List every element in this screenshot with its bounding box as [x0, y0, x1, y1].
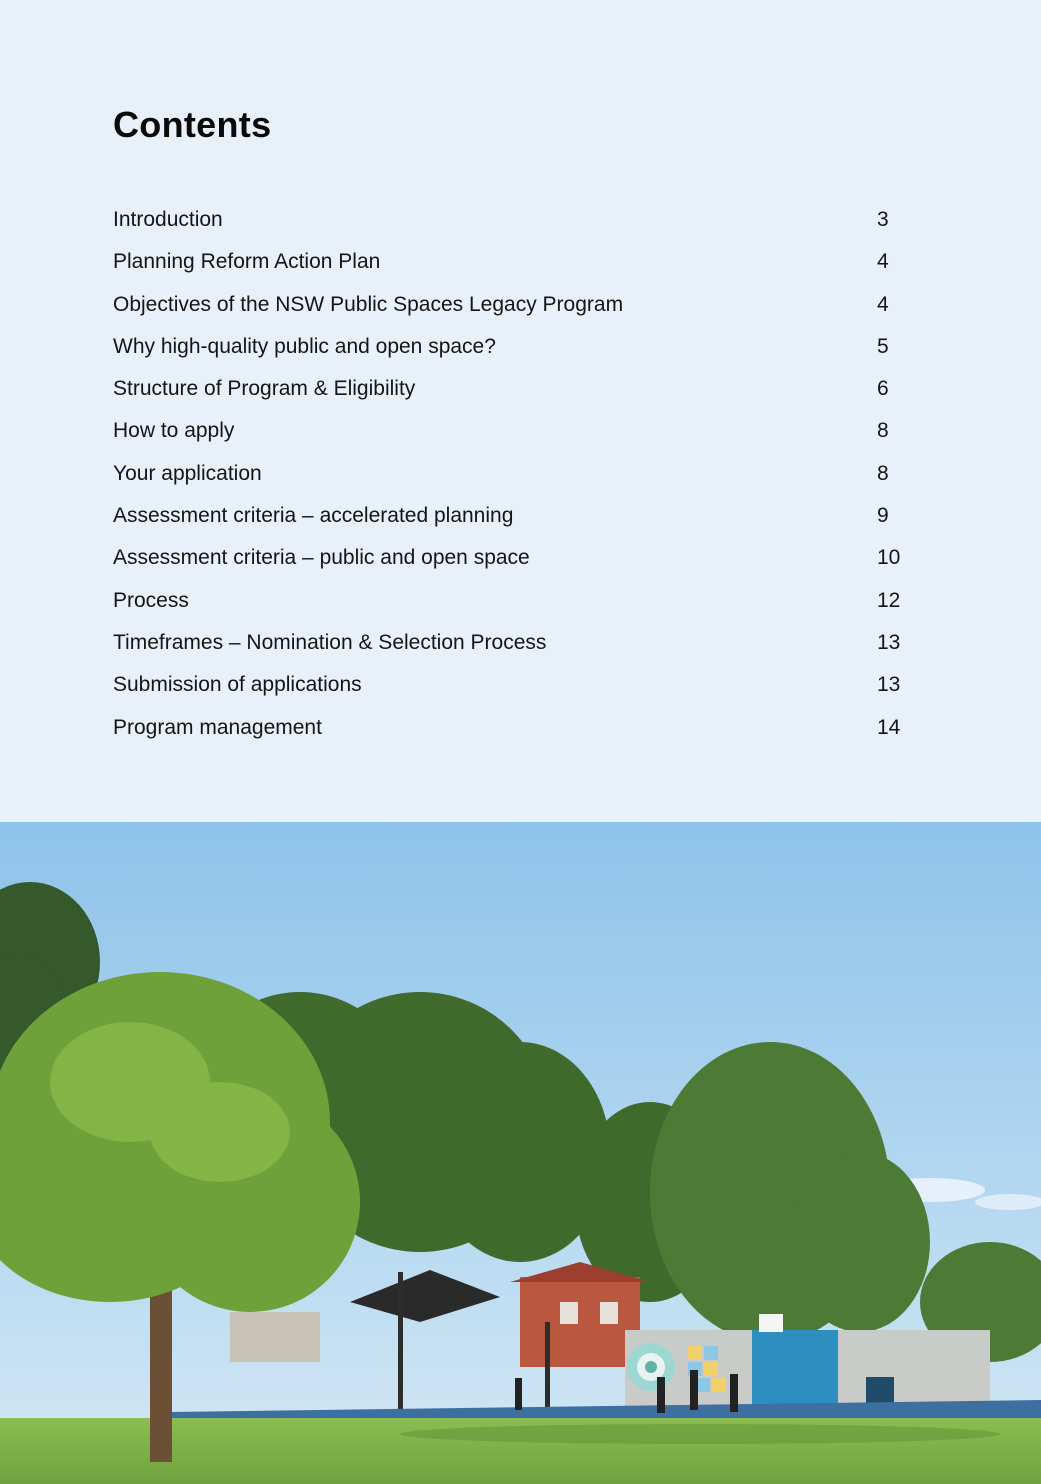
toc-entry-page-number: 6 [877, 377, 889, 401]
toc-entry-assessment-public-open-space[interactable] [113, 537, 903, 579]
toc-entry-label: Submission of applications [113, 673, 362, 697]
shed [230, 1312, 320, 1362]
toc-entry-label: How to apply [113, 419, 235, 443]
toc-entry-introduction[interactable] [113, 199, 903, 241]
contents-list [113, 199, 903, 749]
toc-entry-page-number: 4 [877, 250, 889, 274]
toc-entry-page-number: 12 [877, 588, 901, 612]
park-photo [0, 822, 1041, 1484]
brick-house [520, 1277, 640, 1367]
toc-entry-label: Assessment criteria – public and open space [113, 546, 530, 570]
toc-entry-label: Process [113, 588, 189, 612]
toc-entry-label: Objectives of the NSW Public Spaces Legacy Program [113, 292, 624, 316]
contents-title: Contents [113, 104, 272, 145]
court-wall-blue-panel [752, 1330, 838, 1410]
toc-entry-how-to-apply[interactable] [113, 410, 903, 452]
toc-entry-label: Structure of Program & Eligibility [113, 377, 416, 401]
toc-entry-label: Why high-quality public and open space? [113, 334, 496, 358]
toc-entry-label: Program management [113, 715, 322, 739]
toc-entry-page-number: 5 [877, 334, 889, 358]
toc-entry-label: Assessment criteria – accelerated planning [113, 504, 514, 528]
toc-entry-your-application[interactable] [113, 453, 903, 495]
toc-entry-page-number: 13 [877, 673, 901, 697]
park-illustration [0, 822, 1041, 1484]
toc-entry-submission[interactable] [113, 664, 903, 706]
toc-entry-assessment-accelerated-planning[interactable] [113, 495, 903, 537]
toc-entry-timeframes[interactable] [113, 622, 903, 664]
toc-entry-page-number: 3 [877, 208, 889, 231]
toc-entry-page-number: 4 [877, 292, 889, 316]
toc-entry-program-management[interactable] [113, 707, 903, 749]
toc-entry-objectives[interactable] [113, 284, 903, 326]
toc-entry-process[interactable] [113, 580, 903, 622]
toc-entry-planning-reform-action-plan[interactable] [113, 241, 903, 283]
toc-entry-label: Planning Reform Action Plan [113, 250, 381, 274]
toc-entry-label: Your application [113, 461, 262, 485]
toc-entry-label: Introduction [113, 208, 223, 231]
toc-entry-page-number: 14 [877, 715, 901, 739]
toc-entry-page-number: 9 [877, 504, 889, 528]
toc-entry-why-high-quality-space[interactable] [113, 326, 903, 368]
toc-entry-page-number: 8 [877, 461, 889, 485]
toc-entry-label: Timeframes – Nomination & Selection Process [113, 630, 547, 654]
backboard [759, 1314, 783, 1332]
toc-entry-structure-eligibility[interactable] [113, 368, 903, 410]
toc-entry-page-number: 13 [877, 630, 901, 654]
toc-entry-page-number: 8 [877, 419, 889, 443]
toc-entry-page-number: 10 [877, 546, 901, 570]
